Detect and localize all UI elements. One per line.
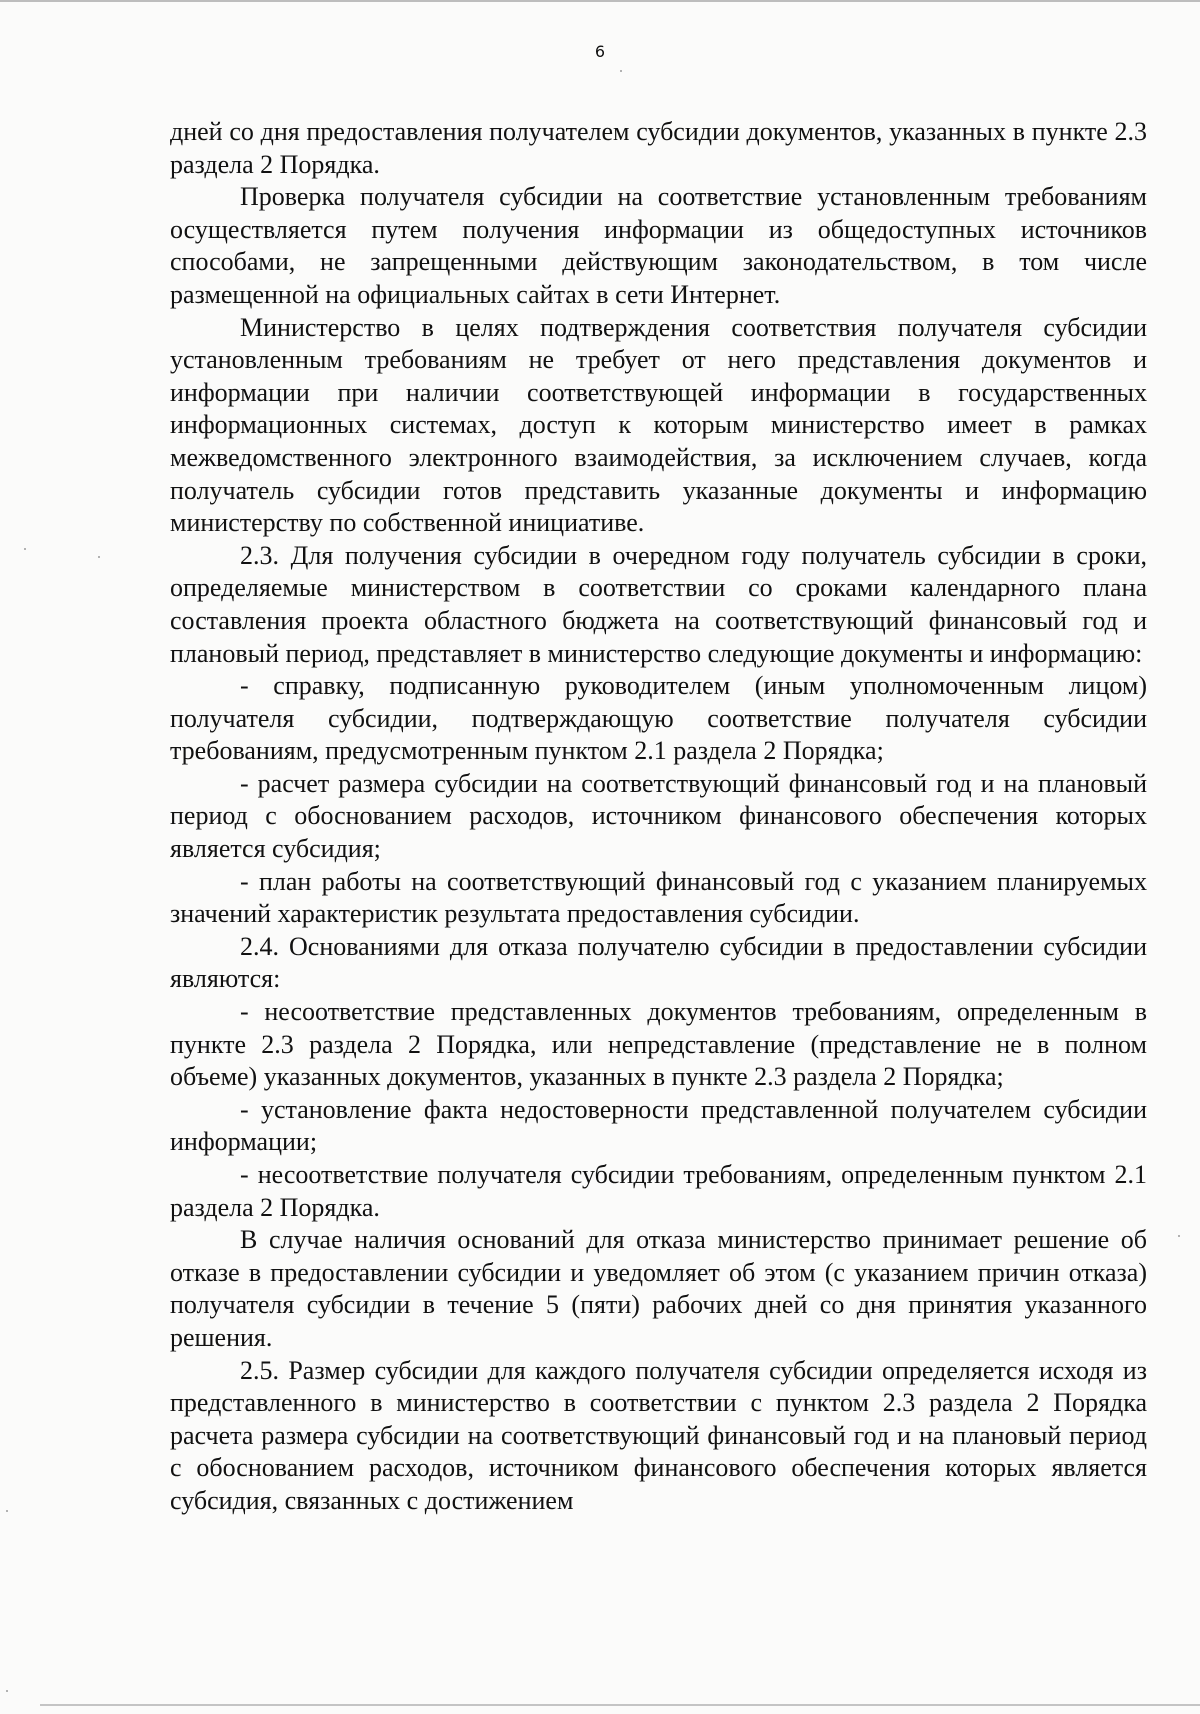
paragraph-2-4: 2.4. Основаниями для отказа получателю субсидии в предоставлении субсидии являются: — [170, 931, 1147, 994]
list-item-calculation: - расчет размера субсидии на соответствующий финансовый год и на плановый период с обоснованием расходов, источником финансового обеспечения которых является субсидия; — [170, 768, 1147, 864]
list-item-work-plan: - план работы на соответствующий финансовый год с указанием планируемых значений характеристик результата предоставления субсидии. — [170, 866, 1147, 929]
list-item-nonconformity-recipient: - несоответствие получателя субсидии требованиям, определенным пунктом 2.1 раздела 2 Порядка. — [170, 1160, 1147, 1222]
list-item-nonconformity-documents: - несоответствие представленных документов требованиям, определенным в пункте 2.3 раздела 2 Порядка, или непредставление (представление не в полном объеме) указанных документов, указанных в пункте 2.3 раздела 2 Порядка; — [170, 997, 1147, 1092]
paragraph-2-5: 2.5. Размер субсидии для каждого получателя субсидии определяется исходя из представленного в министерство в соответствии с пунктом 2.3 раздела 2 Порядка расчета размера субсидии на соответствующий финансовый год и на плановый период с обоснованием расходов, источником финансового обеспечения которых является субсидия, связанных с достижением — [170, 1355, 1147, 1515]
paragraph-verification: Проверка получателя субсидии на соответствие установленным требованиям осуществляется путем получения информации из общедоступных источников способами, не запрещенными действующим законодательством, в том числе размещенной на официальных сайтах в сети Интернет. — [170, 182, 1147, 309]
scan-top-edge — [0, 0, 1200, 2]
scan-speck — [98, 556, 100, 558]
scan-bottom-edge — [40, 1704, 1200, 1706]
paragraph-refusal-decision: В случае наличия оснований для отказа министерство принимает решение об отказе в предоставлении субсидии и уведомляет об этом (с указанием причин отказа) получателя субсидии в течение 5 (пяти) рабочих дней со дня принятия указанного решения. — [170, 1225, 1147, 1352]
scan-speck — [620, 70, 622, 72]
list-item-certificate: - справку, подписанную руководителем (иным уполномоченным лицом) получателя субсидии, подтверждающую соответствие получателя субсидии требованиям, предусмотренным пунктом 2.1 раздела 2 Порядка; — [170, 671, 1147, 766]
page-number: 6 — [594, 42, 606, 61]
document-body — [170, 116, 1147, 1518]
paragraph-continuation: дней со дня предоставления получателем субсидии документов, указанных в пункте 2.3 раздела 2 Порядка. — [170, 117, 1147, 179]
scan-speck — [1178, 1235, 1180, 1237]
scan-speck — [6, 1510, 8, 1512]
scan-speck — [24, 548, 26, 550]
scan-speck — [6, 1690, 8, 1692]
list-item-inaccuracy: - установление факта недостоверности представленной получателем субсидии информации; — [170, 1094, 1147, 1157]
paragraph-2-3: 2.3. Для получения субсидии в очередном году получатель субсидии в сроки, определяемые министерством в соответствии со сроками календарного плана составления проекта областного бюджета на соответствующий финансовый год и плановый период, представляет в министерство следующие документы и информацию: — [170, 540, 1147, 668]
paragraph-ministry-requirements: Министерство в целях подтверждения соответствия получателя субсидии установленным требованиям не требует от него представления документов и информации при наличии соответствующей информации в государственных информационных системах, доступ к которым министерство имеет в рамках межведомственного электронного взаимодействия, за исключением случаев, когда получатель субсидии готов представить указанные документы и информацию министерству по собственной инициативе. — [170, 312, 1147, 538]
